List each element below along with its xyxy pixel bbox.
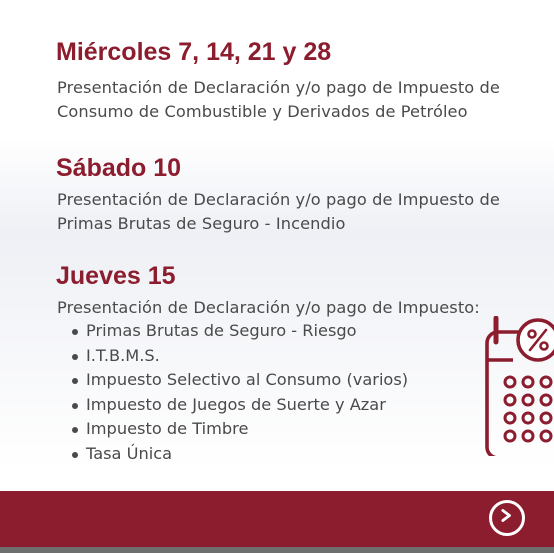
section-description-primas-incendio — [57, 188, 500, 236]
section-heading-sabado: Sábado 10 — [56, 154, 182, 182]
section-heading-miercoles: Miércoles 7, 14, 21 y 28 — [56, 38, 332, 66]
section-description-impuesto — [57, 296, 480, 320]
next-button[interactable] — [489, 500, 525, 536]
section-description-combustible — [57, 76, 500, 124]
section-heading-jueves: Jueves 15 — [56, 262, 176, 290]
description-line: Presentación de Declaración y/o pago de Impuesto de — [57, 190, 500, 209]
description-line: Consumo de Combustible y Derivados de Petróleo — [57, 102, 468, 121]
chevron-right-icon — [492, 503, 522, 533]
calendar-percent-icon — [482, 316, 554, 456]
list-item: Tasa Única — [68, 442, 408, 467]
bottom-strip — [0, 547, 554, 553]
list-item: Impuesto de Timbre — [68, 417, 408, 442]
description-line: Primas Brutas de Seguro - Incendio — [57, 214, 346, 233]
list-item: Impuesto Selectivo al Consumo (varios) — [68, 368, 408, 393]
list-item: I.T.B.M.S. — [68, 344, 408, 369]
description-line: Presentación de Declaración y/o pago de Impuesto: — [57, 298, 480, 317]
tax-list — [68, 319, 408, 467]
list-item: Primas Brutas de Seguro - Riesgo — [68, 319, 408, 344]
footer-bar — [0, 491, 554, 547]
description-line: Presentación de Declaración y/o pago de Impuesto de — [57, 78, 500, 97]
list-item: Impuesto de Juegos de Suerte y Azar — [68, 393, 408, 418]
